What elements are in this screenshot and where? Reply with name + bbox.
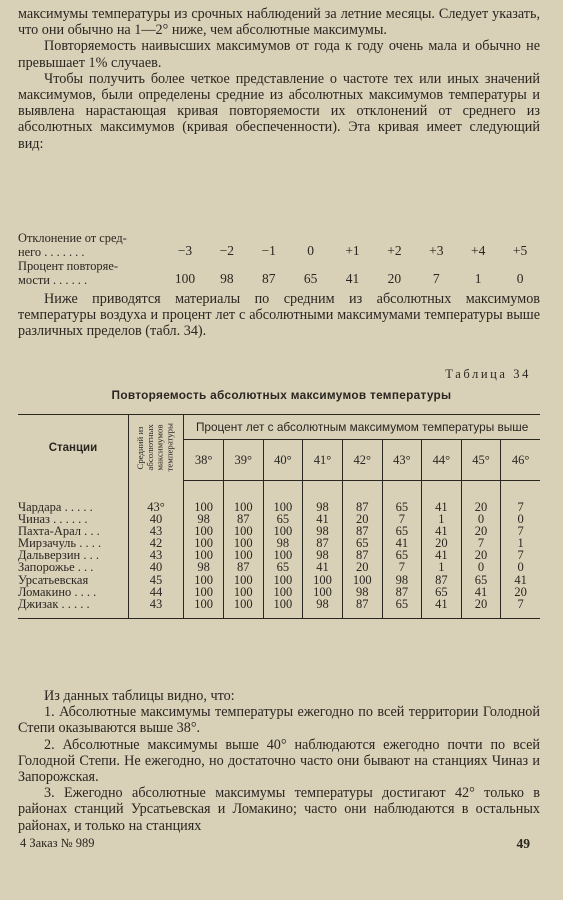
percent-cell: 98 — [184, 561, 224, 573]
percent-cell: 87 — [223, 561, 263, 573]
header-threshold: 41° — [303, 440, 343, 481]
percent-cell: 20 — [461, 501, 501, 513]
deviation-values — [164, 243, 543, 259]
deviation-value: +5 — [512, 243, 528, 258]
percent-cell: 98 — [303, 501, 343, 513]
percent-cell: 65 — [263, 513, 303, 525]
table-row — [18, 586, 540, 598]
station-average: 43 — [128, 549, 183, 561]
percent-cell: 100 — [223, 586, 263, 598]
percent-cell: 100 — [263, 501, 303, 513]
station-name: Чиназ . . . . . . — [18, 513, 128, 525]
percent-cell: 0 — [461, 513, 501, 525]
percent-cell: 98 — [382, 574, 422, 586]
paragraph-1: максимумы температуры из срочных наблюдений за летние месяцы. Следует указать, что они обычно на 1—2° ниже, чем абсолютные максимумы. — [18, 6, 540, 39]
percent-cell: 87 — [342, 549, 382, 561]
deviation-label-b: него . . . . . . . — [18, 244, 85, 259]
paragraph-4: Ниже приводятся материалы по средним из абсолютных максимумов температуры воздуха и процент лет с абсолютными максимумами температуры выше различных пределов (табл. 34). — [18, 291, 540, 340]
deviation-value: −2 — [219, 243, 235, 258]
station-name: Запорожье . . . — [18, 561, 128, 573]
percent-cell: 41 — [422, 501, 462, 513]
paragraph-3: Чтобы получить более четкое представление о частоте тех или иных значений максимумов, были определены средние из абсолютных максимумов температуры и выявлена нарастающая кривая повторяемости их отклонений от среднего из абсолютных максимумов (кривая обеспеченности). Эта кривая имеет следующий вид: — [18, 70, 540, 152]
percent-cell: 7 — [461, 537, 501, 549]
percent-value: 1 — [474, 271, 482, 286]
header-threshold: 42° — [342, 440, 382, 481]
deviation-curve — [18, 232, 543, 287]
percent-cell: 87 — [223, 513, 263, 525]
percent-cell: 20 — [461, 549, 501, 561]
station-average: 43° — [128, 501, 183, 513]
percent-cell: 7 — [517, 524, 524, 539]
percent-cell: 65 — [382, 501, 422, 513]
header-threshold: 39° — [223, 440, 263, 481]
percent-cell: 7 — [382, 561, 422, 573]
table-body — [18, 481, 540, 619]
percent-cell: 41 — [422, 549, 462, 561]
percent-cell: 98 — [303, 525, 343, 537]
percent-cell: 65 — [382, 598, 422, 610]
header-threshold: 40° — [263, 440, 303, 481]
station-name: Джизак . . . . . — [18, 598, 128, 610]
percent-cell: 41 — [422, 525, 462, 537]
percent-cell: 41 — [461, 586, 501, 598]
percent-cell: 65 — [461, 574, 501, 586]
station-average: 43 — [128, 598, 183, 610]
percent-value: 20 — [387, 271, 402, 286]
percent-value: 65 — [303, 271, 318, 286]
percent-cell: 98 — [303, 549, 343, 561]
percent-cell: 65 — [422, 586, 462, 598]
percent-cell: 100 — [223, 549, 263, 561]
header-average — [128, 415, 183, 481]
station-average: 40 — [128, 513, 183, 525]
text-block-mid — [18, 291, 540, 340]
percent-cell: 100 — [184, 598, 224, 610]
station-name: Дальверзин . . . — [18, 549, 128, 561]
table-title: Повторяемость абсолютных максимумов температуры — [111, 388, 452, 402]
percent-cell: 100 — [303, 586, 343, 598]
percent-cell: 65 — [382, 549, 422, 561]
percent-cell: 20 — [422, 537, 462, 549]
deviation-value: 0 — [307, 243, 314, 258]
percent-cell: 41 — [422, 598, 462, 610]
header-threshold: 38° — [184, 440, 224, 481]
percent-cell: 7 — [517, 548, 524, 563]
percent-cell: 100 — [263, 574, 303, 586]
percent-cell: 100 — [303, 574, 343, 586]
percent-cell: 100 — [184, 525, 224, 537]
percent-cell: 0 — [517, 512, 524, 527]
percent-cell: 20 — [342, 513, 382, 525]
header-station: Станции — [18, 415, 128, 481]
station-name: Пахта-Арал . . . — [18, 525, 128, 537]
percent-cell: 7 — [517, 500, 524, 514]
percent-cell: 100 — [342, 574, 382, 586]
text-block-top — [18, 6, 540, 152]
percent-cell: 100 — [184, 549, 224, 561]
percent-cell: 20 — [514, 584, 527, 599]
header-threshold: 45° — [461, 440, 501, 481]
percent-cell: 1 — [422, 561, 462, 573]
percent-value: 87 — [261, 271, 276, 286]
percent-cell: 87 — [342, 501, 382, 513]
station-average: 45 — [128, 574, 183, 586]
percent-cell: 41 — [382, 537, 422, 549]
station-name: Урсатьевская — [18, 574, 128, 586]
deviation-row — [18, 232, 543, 259]
table-row — [18, 561, 540, 573]
percent-cell: 100 — [263, 525, 303, 537]
station-name: Чардара . . . . . — [18, 501, 128, 513]
percent-cell: 87 — [422, 574, 462, 586]
station-average: 42 — [128, 537, 183, 549]
paragraph-8: 3. Ежегодно абсолютные максимумы температуры достигают 42° только в районах станций Урсатьевская и Ломакино; часто они наблюдаются в остальных районах, и только на станциях — [18, 785, 540, 834]
percent-value: 41 — [345, 271, 360, 286]
percent-cell: 100 — [263, 586, 303, 598]
percent-label-a: Процент повторяе- — [18, 259, 118, 273]
text-block-bottom — [18, 688, 540, 834]
paragraph-6: 1. Абсолютные максимумы температуры ежегодно по всей территории Голодной Степи оказываются выше 38°. — [18, 704, 540, 737]
percent-cell: 0 — [517, 560, 524, 575]
percent-cell: 100 — [223, 574, 263, 586]
page-number: 49 — [516, 836, 530, 851]
percent-cell: 1 — [422, 513, 462, 525]
deviation-value: +1 — [345, 243, 360, 258]
percent-cell: 41 — [303, 513, 343, 525]
paragraph-5: Из данных таблицы видно, что: — [44, 688, 235, 704]
header-threshold: 44° — [422, 440, 462, 481]
station-average: 40 — [128, 561, 183, 573]
header-threshold: 43° — [382, 440, 422, 481]
header-average-text: Средний из абсолютных максимумов температуры — [135, 423, 175, 472]
percent-cell: 87 — [342, 525, 382, 537]
percent-cell: 98 — [303, 598, 343, 610]
deviation-value: +4 — [470, 243, 486, 258]
percent-cell: 100 — [223, 501, 263, 513]
percent-cell: 1 — [517, 536, 524, 551]
percent-cell: 65 — [263, 561, 303, 573]
deviation-value: +2 — [387, 243, 402, 258]
percent-cell: 87 — [382, 586, 422, 598]
percent-value: 100 — [174, 271, 196, 286]
percent-cell: 100 — [263, 549, 303, 561]
station-name: Ломакино . . . . — [18, 586, 128, 598]
percent-cell: 100 — [184, 574, 224, 586]
footer-order: 4 Заказ № 989 — [20, 836, 95, 850]
percent-cell: 87 — [342, 598, 382, 610]
station-average: 43 — [128, 525, 183, 537]
percent-cell: 100 — [223, 537, 263, 549]
percent-cell: 98 — [263, 537, 303, 549]
table-row — [18, 598, 540, 610]
header-threshold: 46° — [501, 440, 540, 481]
percent-cell: 100 — [223, 525, 263, 537]
percent-row — [18, 260, 543, 287]
percent-cell: 7 — [382, 513, 422, 525]
percent-cell: 100 — [184, 501, 224, 513]
percent-cell: 41 — [514, 572, 527, 587]
percent-cell: 87 — [303, 537, 343, 549]
deviation-value: +3 — [429, 243, 444, 258]
paragraph-7: 2. Абсолютные максимумы выше 40° наблюдаются ежегодно почти по всей Голодной Степи. Не ежегодно, но достаточно часто они бывают на станциях Чиназ и Запорожская. — [18, 736, 540, 786]
station-average: 44 — [128, 586, 183, 598]
percent-cell: 65 — [342, 537, 382, 549]
percent-cell: 100 — [263, 598, 303, 610]
percent-cell: 65 — [382, 525, 422, 537]
percent-value: 98 — [220, 271, 234, 286]
percent-cell: 20 — [461, 525, 501, 537]
percent-cell: 41 — [303, 561, 343, 573]
deviation-value: −1 — [261, 243, 276, 258]
percent-cell: 20 — [342, 561, 382, 573]
table-row — [18, 574, 540, 586]
percent-cell: 20 — [461, 598, 501, 610]
deviation-value: −3 — [177, 243, 193, 258]
percent-cell: 98 — [342, 586, 382, 598]
deviation-label-a: Отклонение от сред- — [18, 231, 127, 245]
percent-cell: 7 — [517, 596, 524, 611]
percent-label-b: мости . . . . . . — [18, 272, 88, 287]
station-name: Мирзачуль . . . . — [18, 537, 128, 549]
header-percent: Процент лет с абсолютным максимумом температуры выше — [184, 415, 540, 440]
percent-cell: 98 — [184, 513, 224, 525]
percent-cell: 100 — [223, 598, 263, 610]
percent-value: 0 — [516, 271, 524, 286]
data-table — [18, 414, 540, 619]
percent-cell: 0 — [461, 561, 501, 573]
paragraph-2: Повторяемость наивысших максимумов от года к году очень мала и обычно не превышает 1% случаев. — [18, 38, 540, 71]
percent-values — [164, 271, 543, 287]
percent-value: 7 — [432, 271, 440, 286]
table-caption: Таблица 34 — [445, 367, 531, 381]
percent-cell: 100 — [184, 586, 224, 598]
percent-cell: 100 — [184, 537, 224, 549]
